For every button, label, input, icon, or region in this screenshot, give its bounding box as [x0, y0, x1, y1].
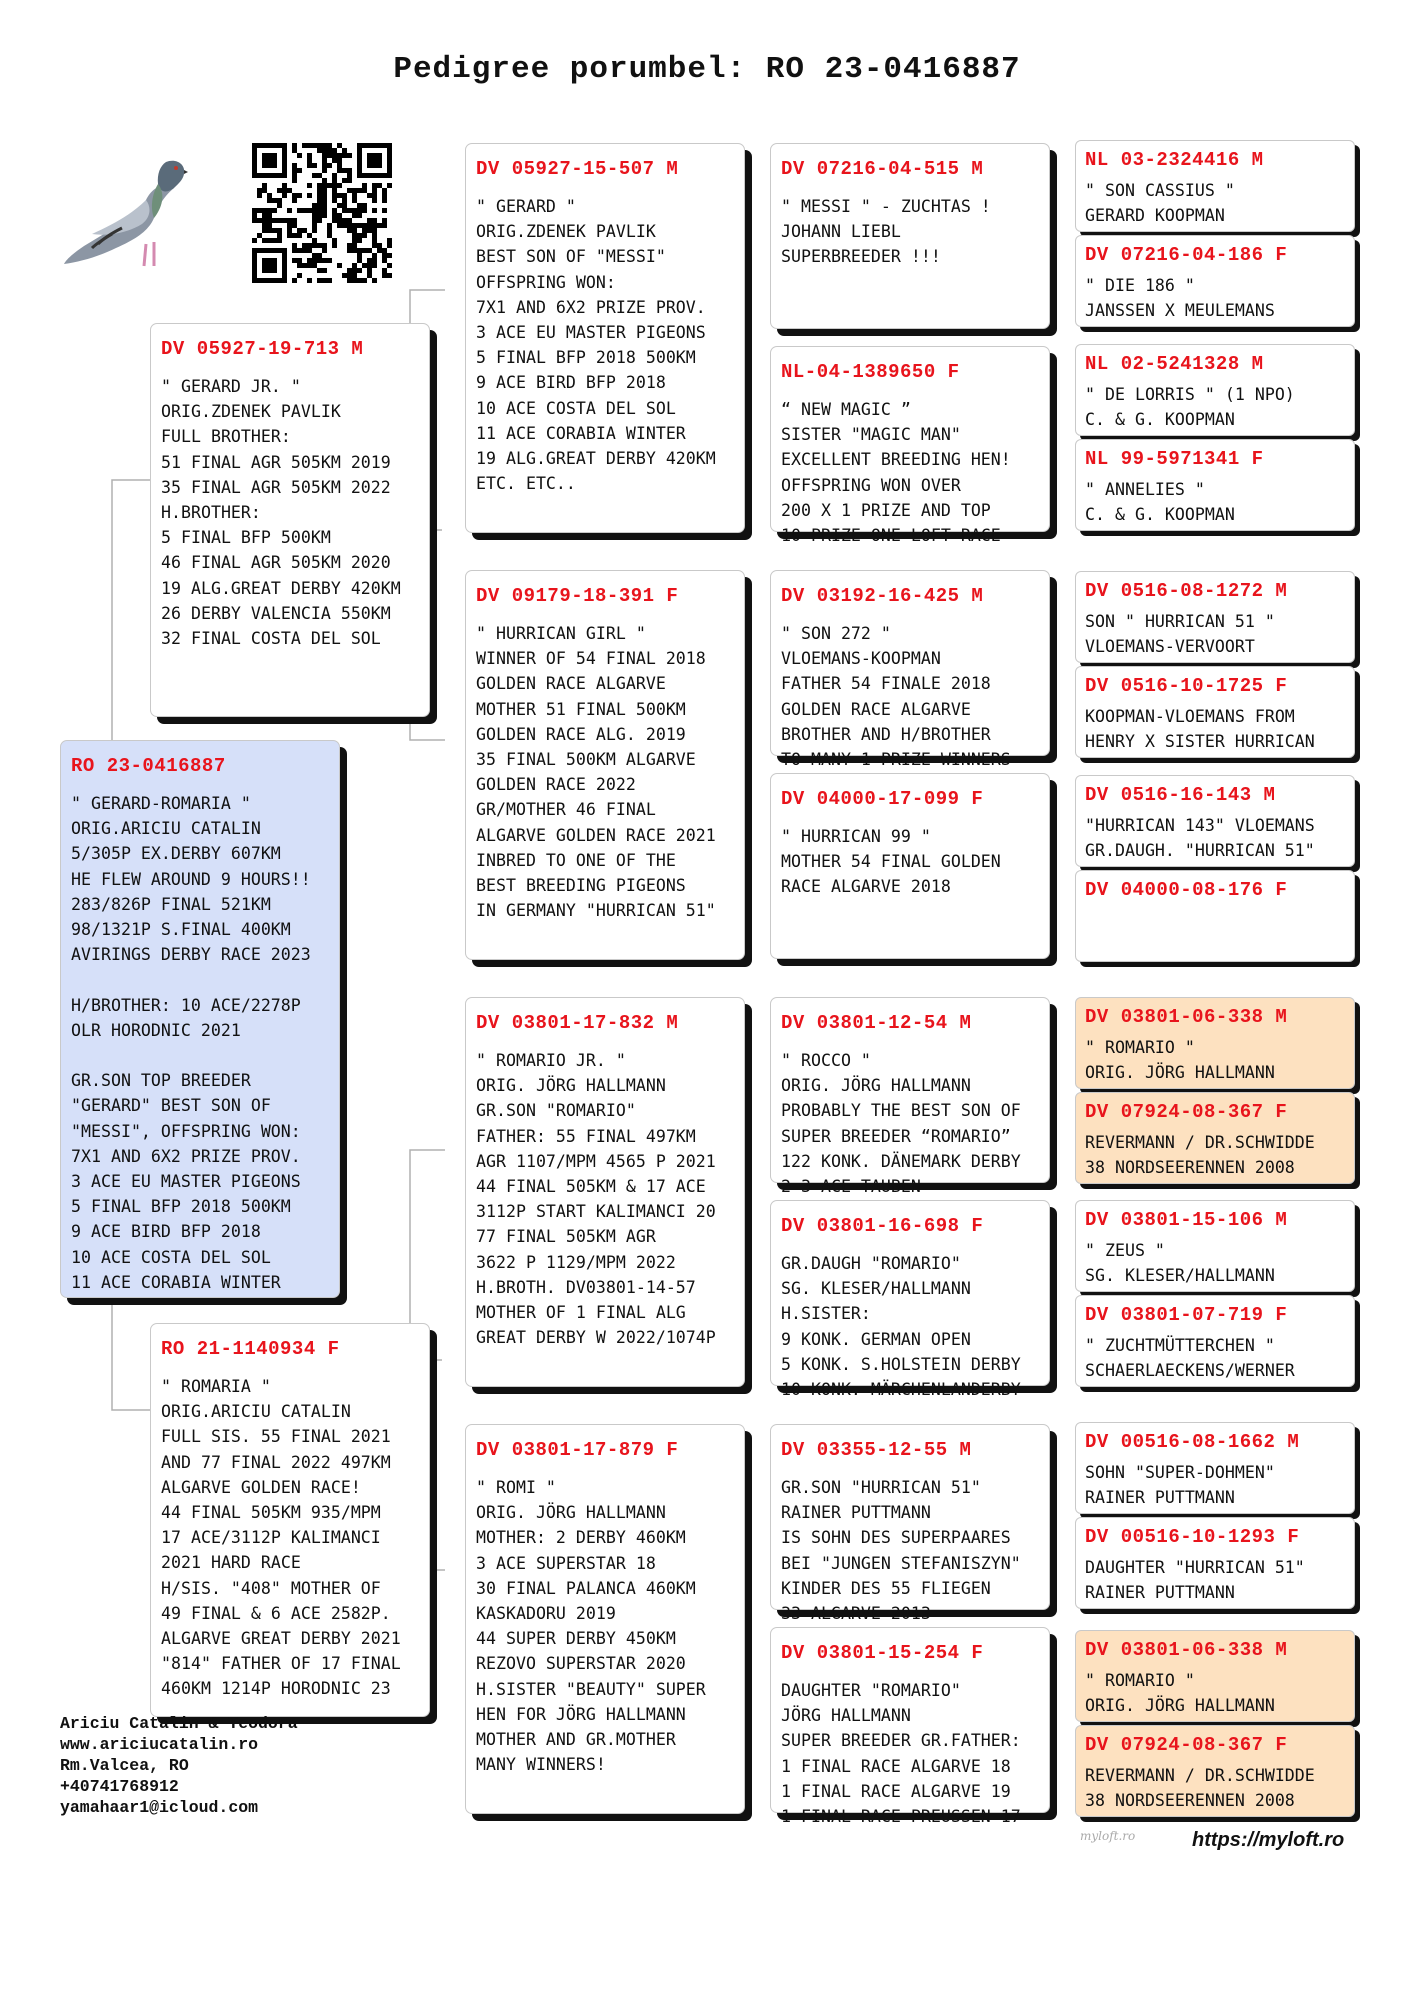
great-grandparent-ring: DV 03192-16-425 M	[781, 585, 984, 607]
ggg-parent-cell	[1075, 1630, 1355, 1722]
great-grandparent-ring: NL-04-1389650 F	[781, 361, 960, 383]
subject-card	[60, 740, 340, 1298]
sire-ring: DV 05927-19-713 M	[161, 338, 364, 360]
ggg-parent-notes: " ROMARIO " ORIG. JÖRG HALLMANN	[1085, 1671, 1275, 1715]
pigeon-icon	[62, 148, 188, 276]
ggg-parent-notes: "HURRICAN 143" VLOEMANS GR.DAUGH. "HURRICAN 51"	[1085, 816, 1315, 860]
ggg-parent-cell	[1075, 1422, 1355, 1514]
great-grandparent-notes: GR.SON "HURRICAN 51" RAINER PUTTMANN IS SOHN DES SUPERPAARES BEI "JUNGEN STEFANISZYN" KINDER DES 55 FLIEGEN 33 ALGARVE 2013	[781, 1478, 1021, 1624]
grandparent-ring: DV 05927-15-507 M	[476, 158, 679, 180]
great-grandparent-ring: DV 03801-16-698 F	[781, 1215, 984, 1237]
ggg-parent-ring: NL 02-5241328 M	[1085, 353, 1264, 375]
owner-info	[60, 1713, 298, 1818]
great-grandparent-card	[770, 997, 1050, 1197]
owner-website[interactable]: www.ariciucatalin.ro	[60, 1735, 259, 1754]
ggg-parent-ring: DV 03801-06-338 M	[1085, 1006, 1288, 1028]
ggg-parent-notes: SOHN "SUPER-DOHMEN" RAINER PUTTMANN	[1085, 1463, 1275, 1507]
great-grandparent-notes: " ROCCO " ORIG. JÖRG HALLMANN PROBABLY THE BEST SON OF SUPER BREEDER “ROMARIO” 122 KONK. DÄNEMARK DERBY 2 3 ACE TAUBEN	[781, 1051, 1021, 1197]
ggg-parent-notes	[1076, 901, 1354, 909]
ggg-parent-ring: DV 0516-08-1272 M	[1085, 580, 1288, 602]
ggg-parent-notes: DAUGHTER "HURRICAN 51" RAINER PUTTMANN	[1085, 1558, 1305, 1602]
ggg-parent-cell	[1075, 571, 1355, 663]
ggg-parent-notes: " DIE 186 " JANSSEN X MEULEMANS	[1085, 276, 1275, 320]
subject-notes: " GERARD-ROMARIA " ORIG.ARICIU CATALIN 5/305P EX.DERBY 607KM HE FLEW AROUND 9 HOURS!! 283/826P FINAL 521KM 98/1321P S.FINAL 400KM AVIRINGS DERBY RACE 2023 H/BROTHER: 10 ACE/2278P OLR HORODNIC 2021 GR.SON TOP BREEDER "GERARD" BEST SON OF "MESSI", OFFSPRING WON: 7X1 AND 6X2 PRIZE PROV. 3 ACE EU MASTER PIGEONS 5 FINAL BFP 2018 500KM 9 ACE BIRD BFP 2018 10 ACE COSTA DEL SOL 11 ACE CORABIA WINTER	[71, 794, 311, 1292]
great-grandparent-notes: " MESSI " - ZUCHTAS ! JOHANN LIEBL SUPERBREEDER !!!	[781, 197, 991, 267]
grandparent-card	[465, 570, 745, 960]
ggg-parent-notes: " ZEUS " SG. KLESER/HALLMANN	[1085, 1241, 1275, 1285]
ggg-parent-cell	[1075, 1092, 1355, 1184]
sire-notes: " GERARD JR. " ORIG.ZDENEK PAVLIK FULL BROTHER: 51 FINAL AGR 505KM 2019 35 FINAL AGR 505KM 2022 H.BROTHER: 5 FINAL BFP 500KM 46 FINAL AGR 505KM 2020 19 ALG.GREAT DERBY 420KM 26 DERBY VALENCIA 550KM 32 FINAL COSTA DEL SOL	[161, 377, 401, 649]
ggg-parent-ring: DV 03801-07-719 F	[1085, 1304, 1288, 1326]
ggg-parent-cell	[1075, 775, 1355, 867]
ggg-parent-ring: DV 07924-08-367 F	[1085, 1101, 1288, 1123]
grandparent-ring: DV 03801-17-879 F	[476, 1439, 679, 1461]
great-grandparent-notes: DAUGHTER "ROMARIO" JÖRG HALLMANN SUPER BREEDER GR.FATHER: 1 FINAL RACE ALGARVE 18 1 FINAL RACE ALGARVE 19 1 FINAL RACE PREUSSEN 17	[781, 1681, 1021, 1827]
owner-name: Ariciu Catalin & Teodora	[60, 1714, 298, 1733]
great-grandparent-card	[770, 143, 1050, 329]
great-grandparent-card	[770, 773, 1050, 959]
ggg-parent-cell	[1075, 344, 1355, 436]
qr-code-icon	[252, 143, 392, 283]
great-grandparent-ring: DV 03801-15-254 F	[781, 1642, 984, 1664]
grandparent-card	[465, 143, 745, 533]
grandparent-card	[465, 1424, 745, 1814]
dam-notes: " ROMARIA " ORIG.ARICIU CATALIN FULL SIS. 55 FINAL 2021 AND 77 FINAL 2022 497KM ALGARVE GOLDEN RACE! 44 FINAL 505KM 935/MPM 17 ACE/3112P KALIMANCI 2021 HARD RACE H/SIS. "408" MOTHER OF 49 FINAL & 6 ACE 2582P. ALGARVE GREAT DERBY 2021 "814" FATHER OF 17 FINAL 460KM 1214P HORODNIC 23	[161, 1377, 401, 1699]
ggg-parent-notes: " SON CASSIUS " GERARD KOOPMAN	[1085, 181, 1235, 225]
owner-email[interactable]: yamahaar1@icloud.com	[60, 1798, 259, 1817]
dam-ring: RO 21-1140934 F	[161, 1338, 340, 1360]
ggg-parent-notes: " DE LORRIS " (1 NPO) C. & G. KOOPMAN	[1085, 385, 1295, 429]
ggg-parent-notes: KOOPMAN-VLOEMANS FROM HENRY X SISTER HURRICAN	[1085, 707, 1315, 751]
ggg-parent-ring: DV 0516-10-1725 F	[1085, 675, 1288, 697]
ggg-parent-cell	[1075, 870, 1355, 962]
owner-phone: +40741768912	[60, 1777, 179, 1796]
ggg-parent-cell	[1075, 1295, 1355, 1387]
ggg-parent-ring: DV 03801-06-338 M	[1085, 1639, 1288, 1661]
dam-card	[150, 1323, 430, 1717]
grandparent-notes: " ROMI " ORIG. JÖRG HALLMANN MOTHER: 2 DERBY 460KM 3 ACE SUPERSTAR 18 30 FINAL PALANCA 460KM KASKADORU 2019 44 SUPER DERBY 450KM REZOVO SUPERSTAR 2020 H.SISTER "BEAUTY" SUPER HEN FOR JÖRG HALLMANN MOTHER AND GR.MOTHER MANY WINNERS!	[476, 1478, 706, 1775]
page-title: Pedigree porumbel: RO 23-0416887	[393, 52, 1021, 87]
footer-url[interactable]: https://myloft.ro	[1192, 1829, 1345, 1851]
ggg-parent-ring: DV 0516-16-143 M	[1085, 784, 1276, 806]
great-grandparent-card	[770, 570, 1050, 770]
ggg-parent-cell	[1075, 666, 1355, 758]
ggg-parent-cell	[1075, 1517, 1355, 1609]
ggg-parent-notes: REVERMANN / DR.SCHWIDDE 38 NORDSEERENNEN 2008	[1085, 1133, 1315, 1177]
grandparent-ring: DV 03801-17-832 M	[476, 1012, 679, 1034]
ggg-parent-notes: " ROMARIO " ORIG. JÖRG HALLMANN	[1085, 1038, 1275, 1082]
ggg-parent-cell	[1075, 235, 1355, 327]
ggg-parent-ring: NL 03-2324416 M	[1085, 149, 1264, 171]
ggg-parent-notes: " ANNELIES " C. & G. KOOPMAN	[1085, 480, 1235, 524]
great-grandparent-notes: " SON 272 " VLOEMANS-KOOPMAN FATHER 54 FINALE 2018 GOLDEN RACE ALGARVE BROTHER AND H/BROTHER TO MANY 1 PRIZE WINNERS	[781, 624, 1011, 770]
great-grandparent-notes: " HURRICAN 99 " MOTHER 54 FINAL GOLDEN RACE ALGARVE 2018	[781, 827, 1001, 897]
ggg-parent-notes: " ZUCHTMÜTTERCHEN " SCHAERLAECKENS/WERNER	[1085, 1336, 1295, 1380]
ggg-parent-notes: SON " HURRICAN 51 " VLOEMANS-VERVOORT	[1085, 612, 1275, 656]
myloft-logo: myloft.ro	[1080, 1829, 1136, 1843]
ggg-parent-ring: DV 00516-10-1293 F	[1085, 1526, 1300, 1548]
ggg-parent-cell	[1075, 140, 1355, 232]
grandparent-notes: " GERARD " ORIG.ZDENEK PAVLIK BEST SON OF "MESSI" OFFSPRING WON: 7X1 AND 6X2 PRIZE PROV. 3 ACE EU MASTER PIGEONS 5 FINAL BFP 2018 500KM 9 ACE BIRD BFP 2018 10 ACE COSTA DEL SOL 11 ACE CORABIA WINTER 19 ALG.GREAT DERBY 420KM ETC. ETC..	[476, 197, 716, 494]
grandparent-notes: " HURRICAN GIRL " WINNER OF 54 FINAL 2018 GOLDEN RACE ALGARVE MOTHER 51 FINAL 500KM GOLDEN RACE ALG. 2019 35 FINAL 500KM ALGARVE GOLDEN RACE 2022 GR/MOTHER 46 FINAL ALGARVE GOLDEN RACE 2021 INBRED TO ONE OF THE BEST BREEDING PIGEONS IN GERMANY "HURRICAN 51"	[476, 624, 716, 921]
great-grandparent-ring: DV 03801-12-54 M	[781, 1012, 972, 1034]
grandparent-ring: DV 09179-18-391 F	[476, 585, 679, 607]
ggg-parent-notes: REVERMANN / DR.SCHWIDDE 38 NORDSEERENNEN 2008	[1085, 1766, 1315, 1810]
great-grandparent-card	[770, 346, 1050, 546]
grandparent-card	[465, 997, 745, 1387]
sire-card	[150, 323, 430, 717]
grandparent-notes: " ROMARIO JR. " ORIG. JÖRG HALLMANN GR.SON "ROMARIO" FATHER: 55 FINAL 497KM AGR 1107/MPM 4565 P 2021 44 FINAL 505KM & 17 ACE 3112P START KALIMANCI 20 77 FINAL 505KM AGR 3622 P 1129/MPM 2022 H.BROTH. DV03801-14-57 MOTHER OF 1 FINAL ALG GREAT DERBY W 2022/1074P	[476, 1051, 716, 1348]
great-grandparent-card	[770, 1627, 1050, 1827]
ggg-parent-ring: DV 04000-08-176 F	[1085, 879, 1288, 901]
subject-ring: RO 23-0416887	[71, 755, 226, 777]
great-grandparent-card	[770, 1424, 1050, 1624]
ggg-parent-ring: DV 00516-08-1662 M	[1085, 1431, 1300, 1453]
ggg-parent-ring: DV 07216-04-186 F	[1085, 244, 1288, 266]
great-grandparent-ring: DV 04000-17-099 F	[781, 788, 984, 810]
ggg-parent-cell	[1075, 997, 1355, 1089]
ggg-parent-ring: DV 03801-15-106 M	[1085, 1209, 1288, 1231]
ggg-parent-ring: NL 99-5971341 F	[1085, 448, 1264, 470]
owner-city: Rm.Valcea, RO	[60, 1756, 189, 1775]
great-grandparent-card	[770, 1200, 1050, 1400]
ggg-parent-cell	[1075, 1200, 1355, 1292]
great-grandparent-ring: DV 03355-12-55 M	[781, 1439, 972, 1461]
great-grandparent-ring: DV 07216-04-515 M	[781, 158, 984, 180]
ggg-parent-ring: DV 07924-08-367 F	[1085, 1734, 1288, 1756]
ggg-parent-cell	[1075, 439, 1355, 531]
ggg-parent-cell	[1075, 1725, 1355, 1817]
great-grandparent-notes: “ NEW MAGIC ” SISTER "MAGIC MAN" EXCELLENT BREEDING HEN! OFFSPRING WON OVER 200 X 1 PRIZE AND TOP 10 PRIZE ONE LOFT RACE	[781, 400, 1011, 546]
great-grandparent-notes: GR.DAUGH "ROMARIO" SG. KLESER/HALLMANN H.SISTER: 9 KONK. GERMAN OPEN 5 KONK. S.HOLSTEIN DERBY 10 KONK. MÄRCHENLANDERBY	[781, 1254, 1021, 1400]
